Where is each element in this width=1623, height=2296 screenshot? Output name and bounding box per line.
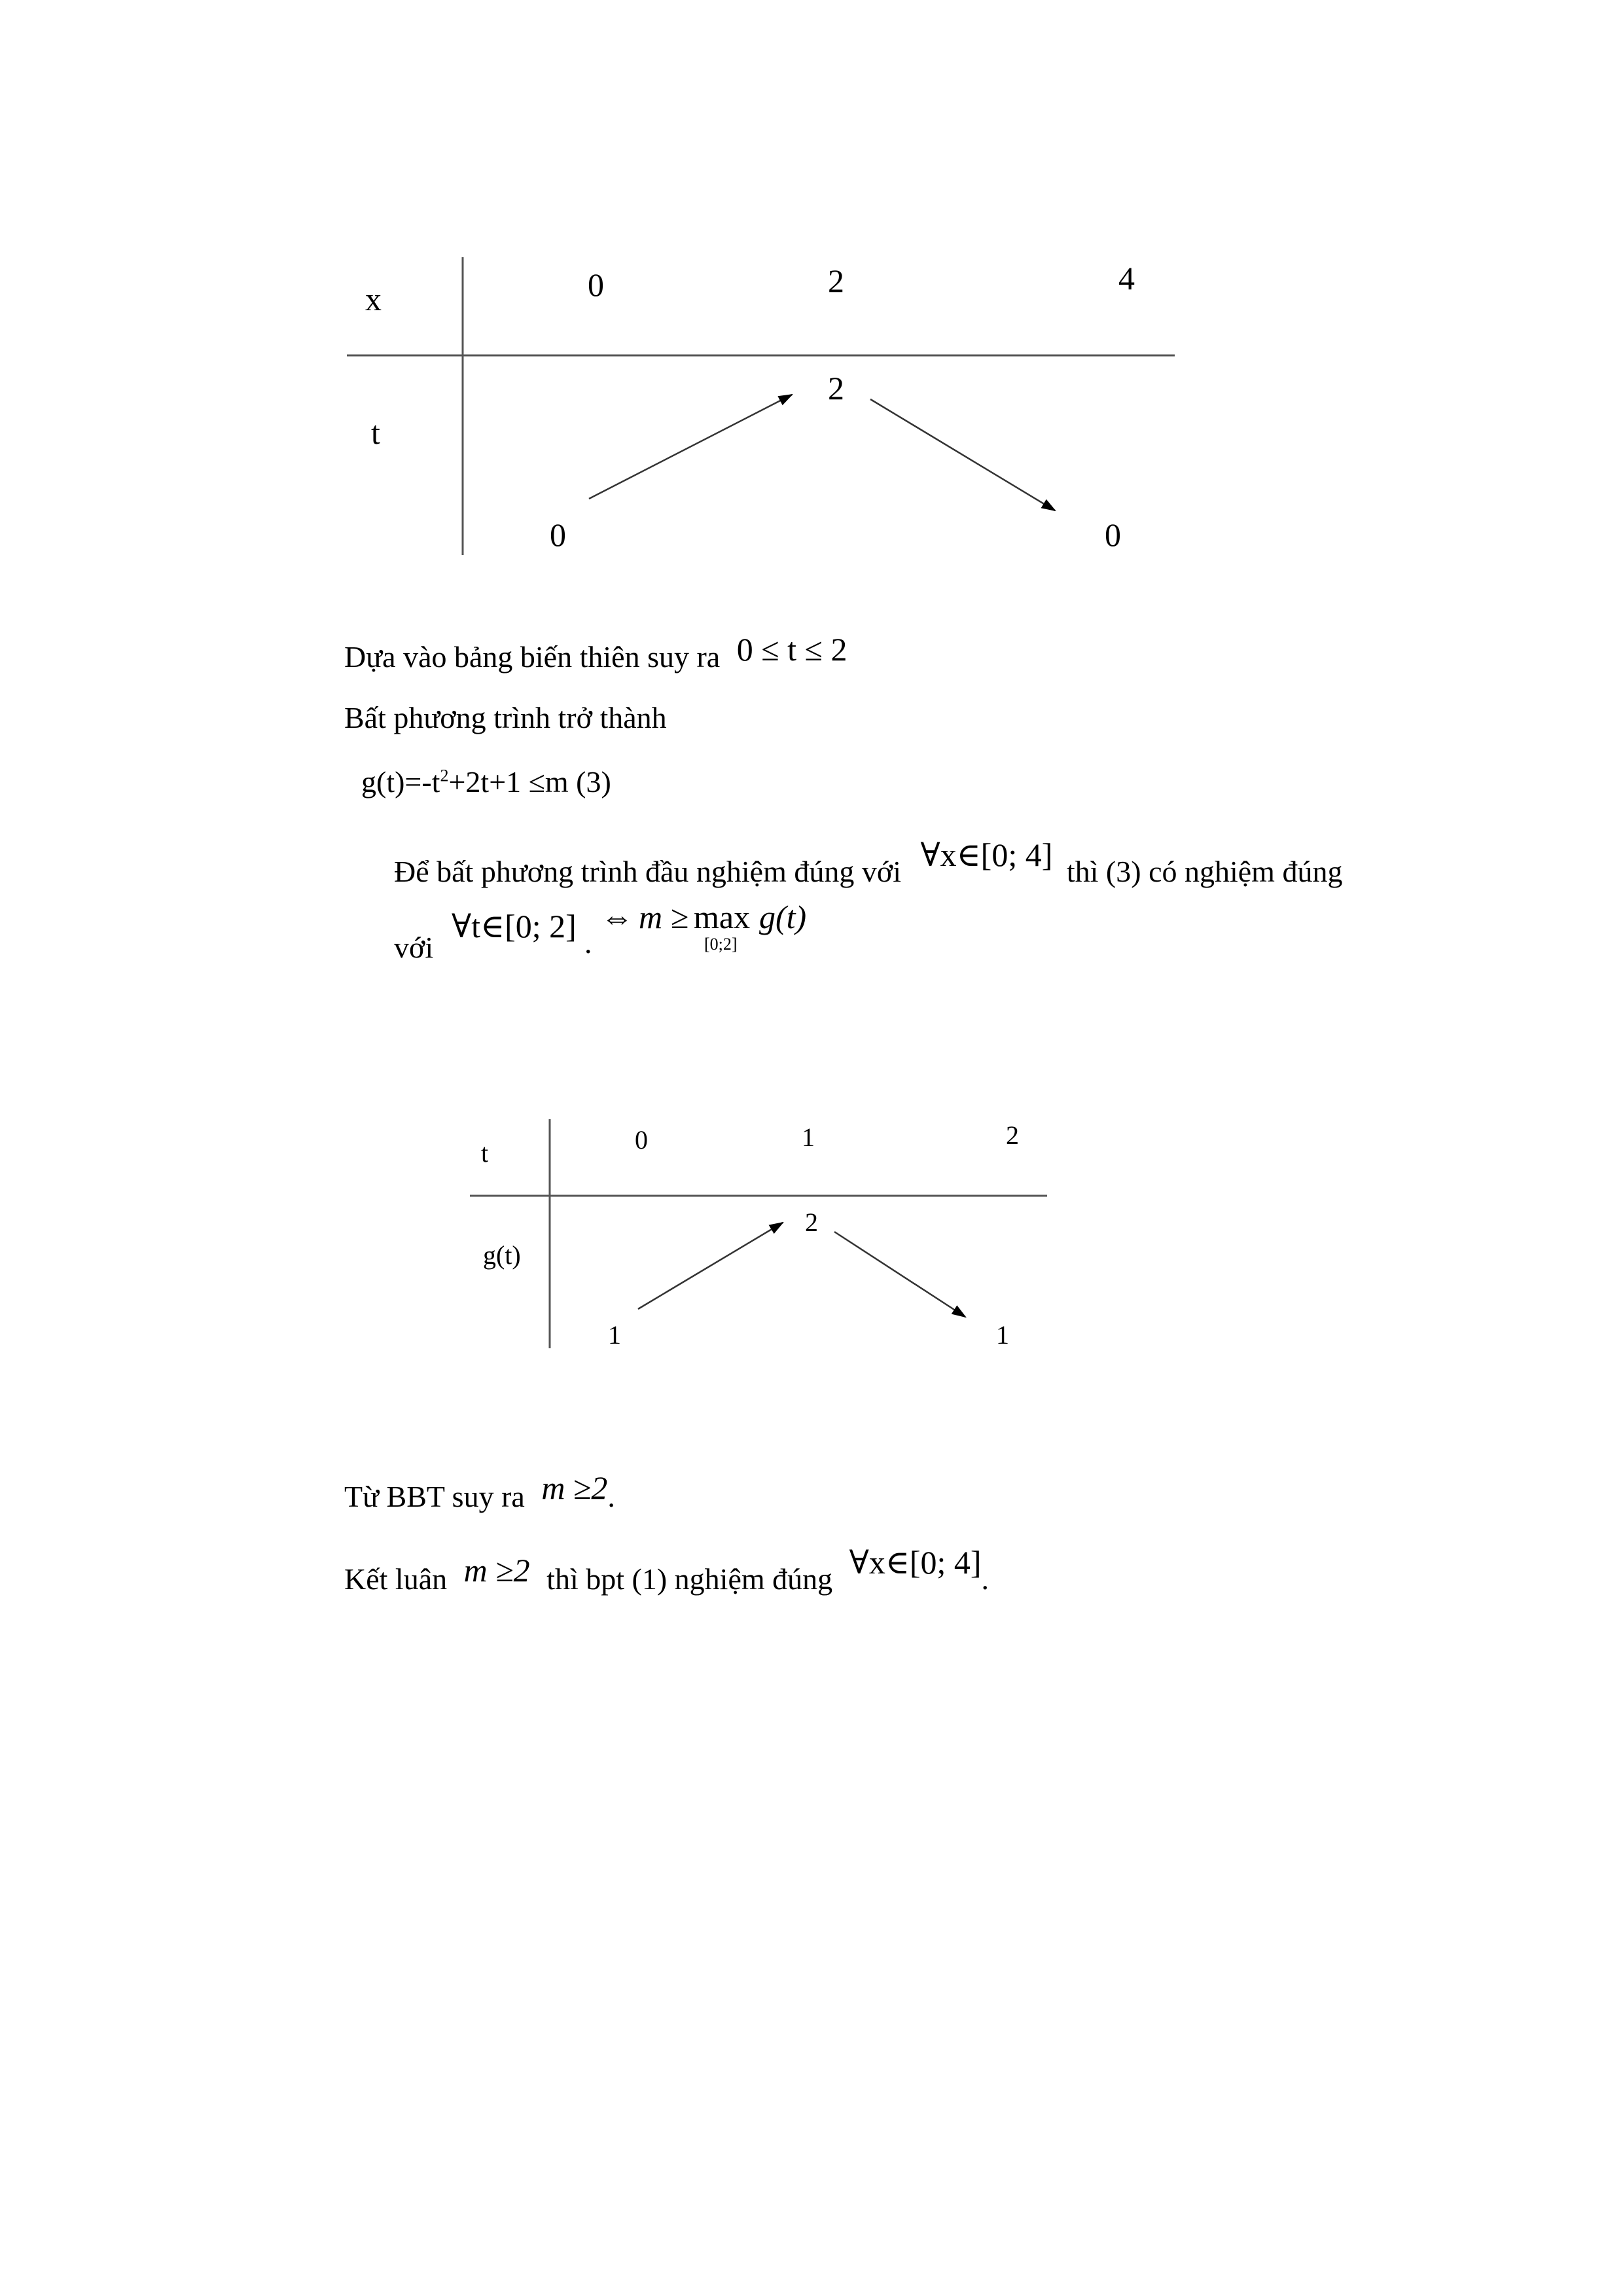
- line6-text: Từ BBT suy ra: [344, 1480, 525, 1513]
- text-line-2: Bất phương trình trở thành: [344, 701, 667, 734]
- table1-arrow-up: [589, 395, 792, 499]
- line1-math: 0 ≤ t ≤ 2: [736, 631, 847, 668]
- line5-dot: .: [584, 926, 592, 960]
- text-line-3: [361, 767, 611, 797]
- table2-arrow-down: [834, 1232, 965, 1317]
- line7-dot: .: [981, 1562, 990, 1596]
- table2-g-end: 1: [996, 1320, 1009, 1350]
- text-line-7: [344, 1544, 990, 1596]
- table2-t-value: 1: [802, 1122, 815, 1152]
- table1-t-start: 0: [550, 516, 566, 553]
- line3-sup: 2: [440, 766, 449, 785]
- line6-math: m ≥2: [541, 1469, 608, 1506]
- line7-math1: m ≥2: [463, 1552, 530, 1588]
- table2-t-value: 0: [635, 1125, 648, 1155]
- text-line-4: [394, 836, 1343, 888]
- table2-arrow-up: [638, 1223, 783, 1309]
- table1-t-max: 2: [828, 370, 844, 406]
- line3-b: +2t+1 ≤m (3): [448, 765, 611, 798]
- text-line-6: [344, 1469, 615, 1513]
- table1-t-end: 0: [1105, 516, 1121, 553]
- table2-row1-label: t: [481, 1138, 489, 1168]
- line5-g: g(t): [759, 899, 807, 935]
- text-line-5: [394, 933, 433, 963]
- line7-math2: ∀x∈[0; 4]: [849, 1544, 982, 1581]
- line5-max: max: [694, 899, 751, 935]
- table2-t-value: 2: [1006, 1121, 1019, 1150]
- text-line-1: [344, 631, 847, 673]
- line1-text: Dựa vào bảng biến thiên suy ra: [344, 640, 721, 673]
- table2-row2-label: g(t): [483, 1240, 521, 1270]
- line7-a: Kết luân: [344, 1562, 448, 1596]
- line6-dot: .: [607, 1480, 615, 1513]
- line5-equiv: ⇔: [601, 899, 633, 935]
- line4-b: thì (3) có nghiệm đúng: [1066, 855, 1343, 888]
- line4-math: ∀x∈[0; 4]: [920, 836, 1053, 873]
- table1-x-value: 4: [1118, 260, 1135, 296]
- table2-g-max: 2: [805, 1208, 818, 1237]
- table1-x-value: 0: [588, 266, 604, 303]
- table2-g-start: 1: [608, 1320, 621, 1350]
- table1-row1-label: x: [365, 281, 382, 317]
- line3-a: g(t)=-t: [361, 765, 440, 798]
- line5-a: với: [394, 931, 434, 964]
- line5-sub: [0;2]: [704, 935, 738, 954]
- line5-m: m ≥: [639, 899, 689, 935]
- table1-arrow-down: [870, 399, 1055, 511]
- table1-row2-label: t: [371, 414, 380, 451]
- line4-a: Để bất phương trình đầu nghiệm đúng với: [394, 855, 901, 888]
- line7-b: thì bpt (1) nghiệm đúng: [546, 1562, 833, 1596]
- table1-x-value: 2: [828, 262, 844, 299]
- line5-math: ∀t∈[0; 2]: [452, 908, 577, 944]
